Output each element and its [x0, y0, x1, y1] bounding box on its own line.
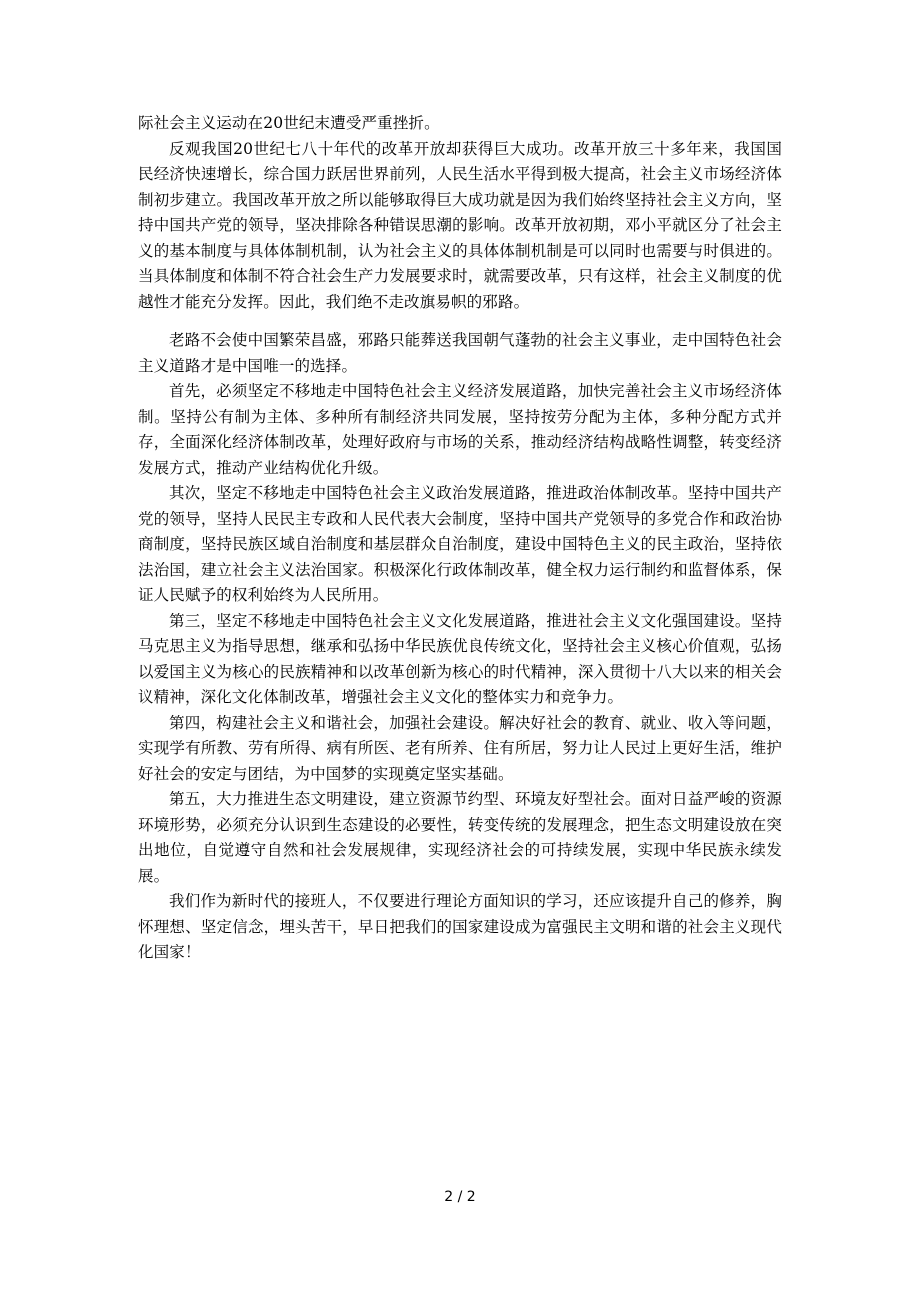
paragraph-only-choice: 老路不会使中国繁荣昌盛，邪路只能葬送我国朝气蓬勃的社会主义事业，走中国特色社会主义道路才是中国唯一的选择。 — [138, 331, 782, 375]
document-body — [138, 111, 782, 966]
paragraph-politics: 其次，坚定不移地走中国特色社会主义政治发展道路，推进政治体制改革。坚持中国共产党的领导，坚持人民民主专政和人民代表大会制度，坚持中国共产党领导的多党合作和政治协商制度，坚持民族区域自治制度和基层群众自治制度，建设中国特色主义的民主政治，坚持依法治国，建立社会主义法治国家。积极深化行政体制改革，健全权力运行制约和监督体系，保证人民赋予的权利始终为人民所用。 — [138, 484, 782, 604]
paragraph-culture: 第三，坚定不移地走中国特色社会主义文化发展道路，推进社会主义文化强国建设。坚持马克思主义为指导思想，继承和弘扬中华民族优良传统文化，坚持社会主义核心价值观，弘扬以爱国主义为核心的民族精神和以改革创新为核心的时代精神，深入贯彻十八大以来的相关会议精神，深化文化体制改革，增强社会主义文化的整体实力和竞争力。 — [138, 611, 782, 706]
paragraph-reform-success: 反观我国20世纪七八十年代的改革开放却获得巨大成功。改革开放三十多年来，我国国民经济快速增长，综合国力跃居世界前列，人民生活水平得到极大提高，社会主义市场经济体制初步建立。我国改革开放之所以能够取得巨大成功就是因为我们始终坚持社会主义方向，坚持中国共产党的领导，坚决排除各种错误思潮的影响。改革开放初期，邓小平就区分了社会主义的基本制度与具体体制机制，认为社会主义的具体体制机制是可以同时也需要与时俱进的。当具体制度和体制不符合社会生产力发展要求时，就需要改革，只有这样，社会主义制度的优越性才能充分发挥。因此，我们绝不走改旗易帜的邪路。 — [138, 139, 782, 311]
paragraph-conclusion: 我们作为新时代的接班人，不仅要进行理论方面知识的学习，还应该提升自己的修养，胸怀理想、坚定信念，埋头苦干，早日把我们的国家建设成为富强民主文明和谐的社会主义现代化国家！ — [138, 892, 782, 961]
page-number: 2 / 2 — [444, 1189, 476, 1205]
paragraph-society: 第四，构建社会主义和谐社会，加强社会建设。解决好社会的教育、就业、收入等问题，实现学有所教、劳有所得、病有所医、老有所养、住有所居，努力让人民过上更好生活，维护好社会的安定与团结，为中国梦的实现奠定坚实基础。 — [138, 713, 782, 783]
paragraph-economy: 首先，必须坚定不移地走中国特色社会主义经济发展道路，加快完善社会主义市场经济体制。坚持公有制为主体、多种所有制经济共同发展，坚持按劳分配为主体，多种分配方式并存，全面深化经济体制改革，处理好政府与市场的关系，推动经济结构战略性调整，转变经济发展方式，推动产业结构优化升级。 — [138, 382, 782, 477]
paragraph-ecology: 第五，大力推进生态文明建设，建立资源节约型、环境友好型社会。面对日益严峻的资源环境形势，必须充分认识到生态建设的必要性，转变传统的发展理念，把生态文明建设放在突出地位，自觉遵守自然和社会发展规律，实现经济社会的可持续发展，实现中华民族永续发展。 — [138, 790, 782, 885]
paragraph-continuation: 际社会主义运动在20世纪末遭受严重挫折。 — [138, 114, 440, 132]
